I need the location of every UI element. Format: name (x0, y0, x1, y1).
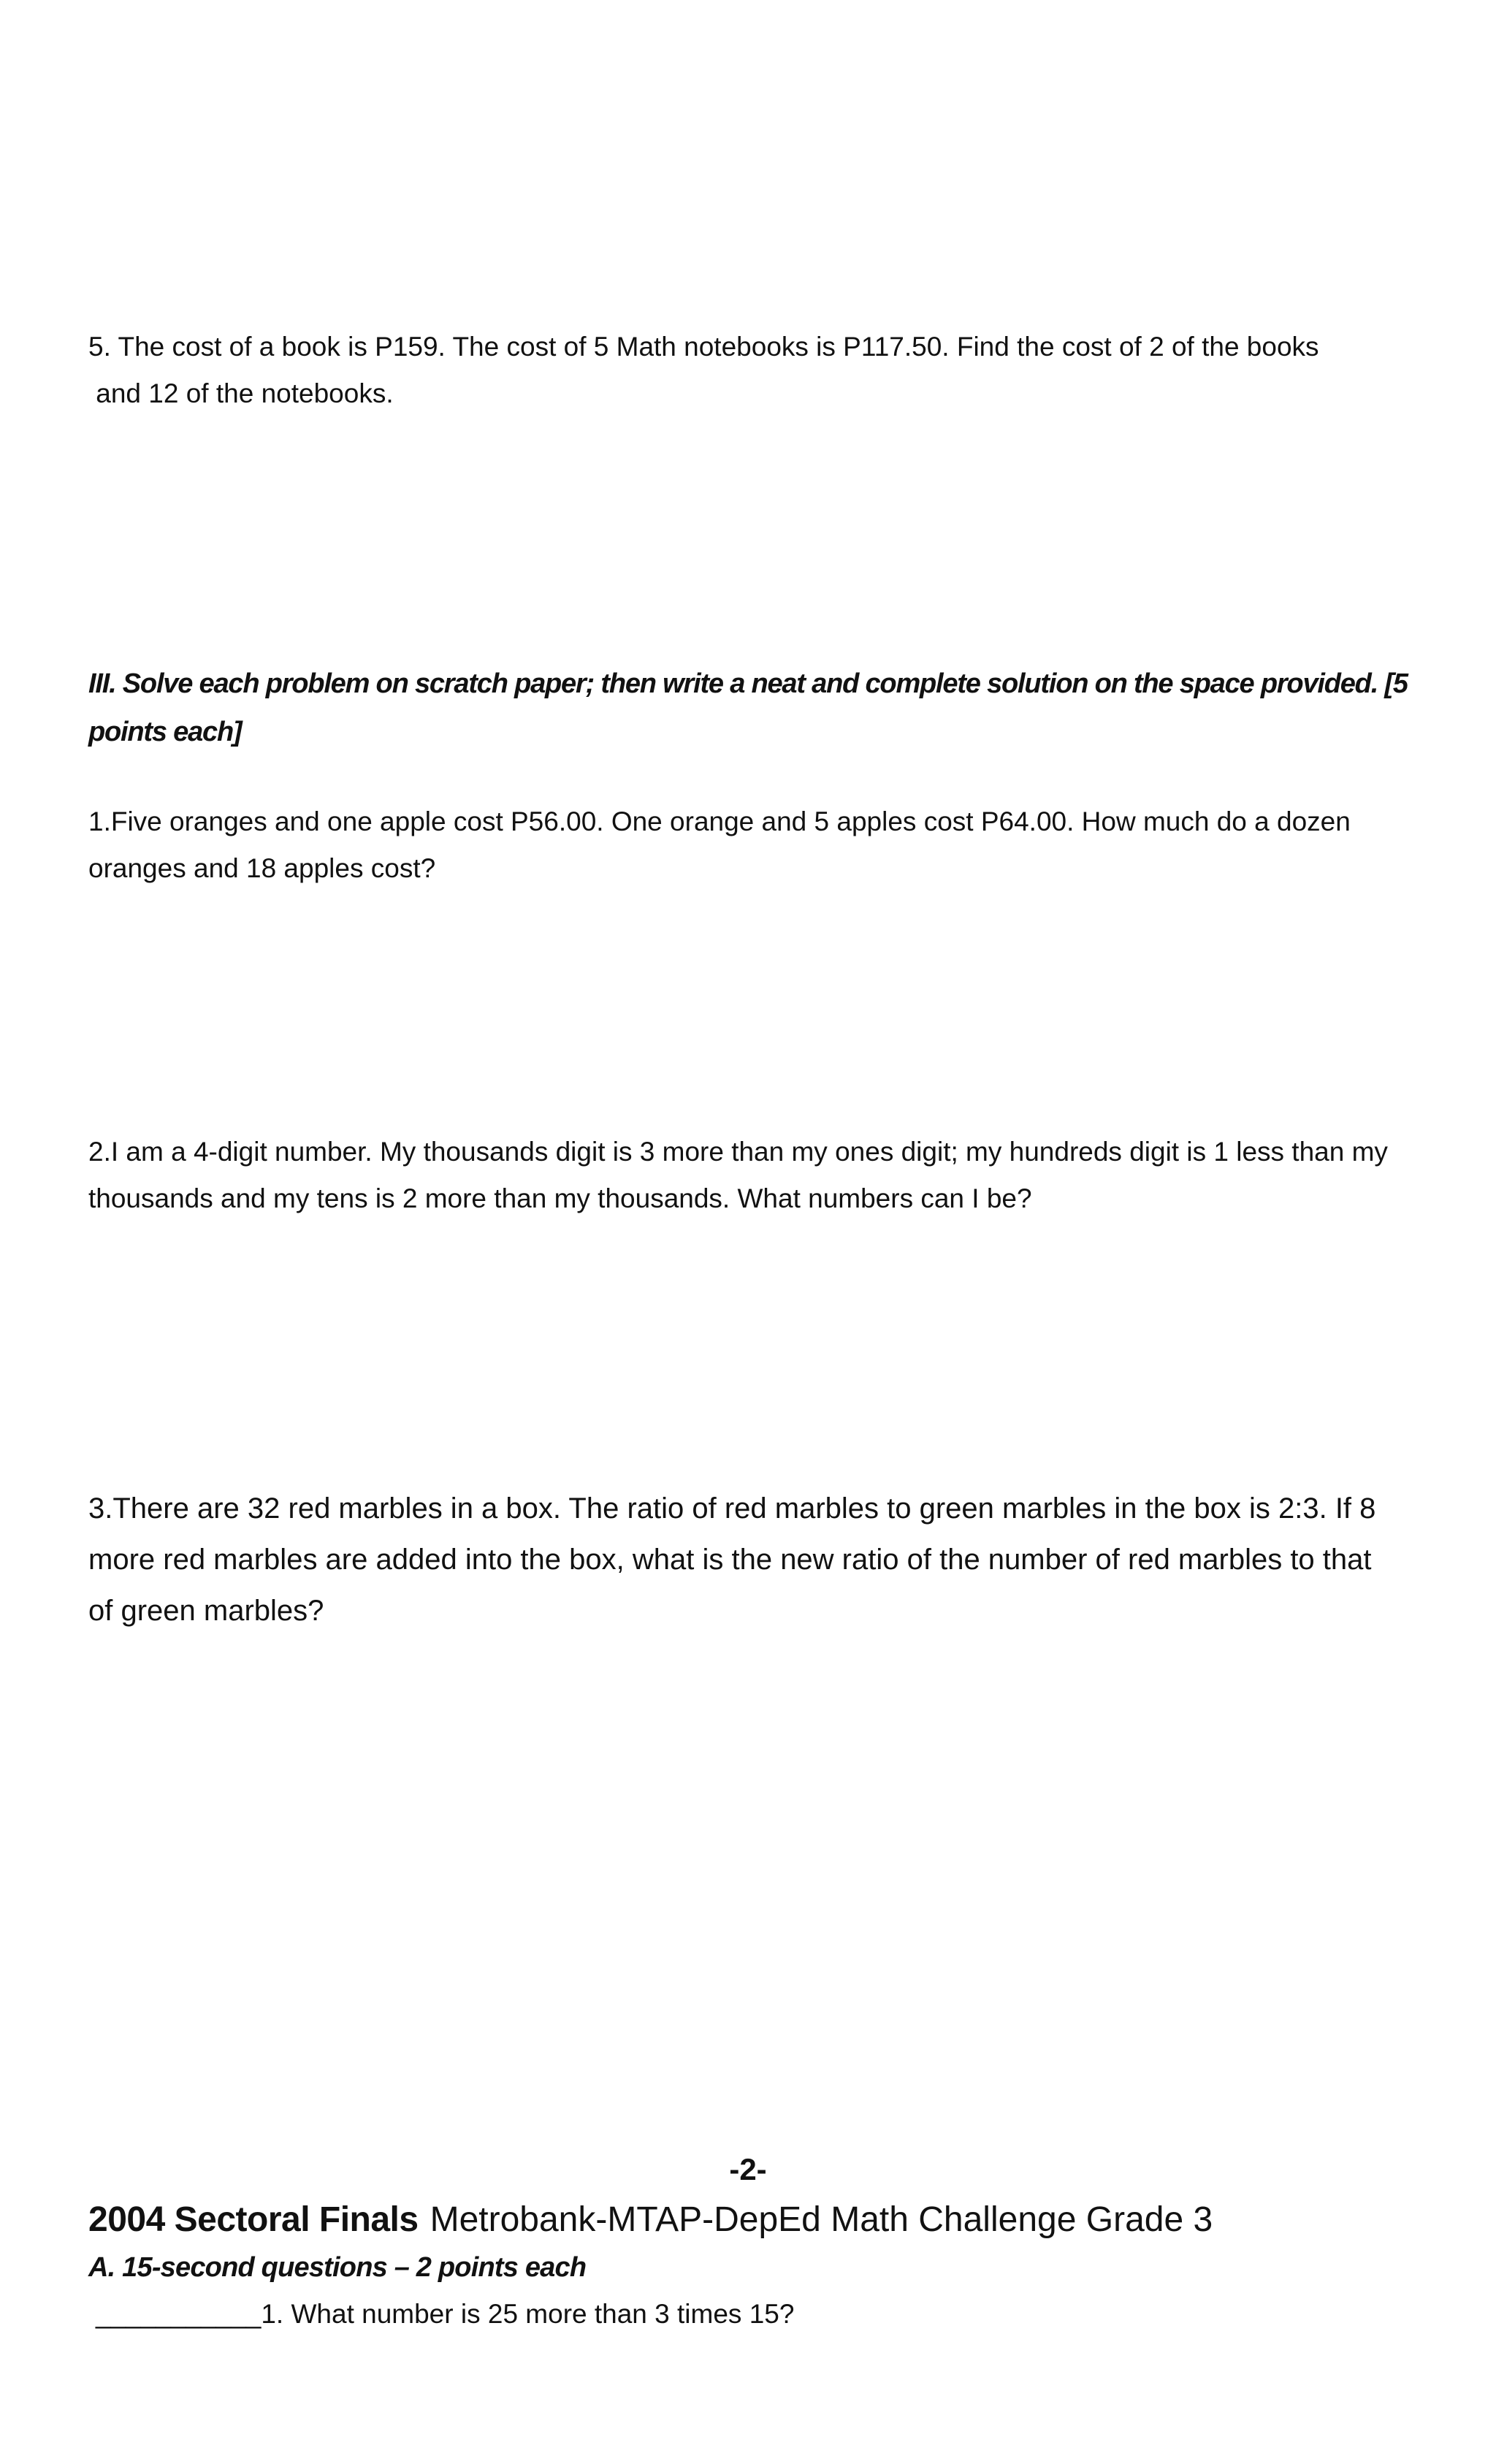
section-3-heading-line-1: III. Solve each problem on scratch paper; then write a neat and complete solution on the space provided. [5 (88, 668, 1408, 699)
problem-5-line-1: 5. The cost of a book is P159. The cost of 5 Math notebooks is P117.50. Find the cost of 2 of the books (88, 332, 1319, 362)
problem-3-line-2: more red marbles are added into the box, what is the new ratio of the number of red marbles to that (88, 1544, 1372, 1576)
problem-5 (88, 324, 1403, 417)
exam-title (88, 2195, 1213, 2245)
problem-3-line-3: of green marbles? (88, 1595, 324, 1627)
problem-1-line-2: oranges and 18 apples cost? (88, 853, 436, 883)
question-1: ___________1. What number is 25 more than 3 times 15? (96, 2299, 795, 2329)
exam-title-regular: Metrobank-MTAP-DepEd Math Challenge Grade 3 (430, 2200, 1213, 2239)
section-3-heading (88, 660, 1408, 756)
problem-2 (88, 1129, 1403, 1222)
problem-2-line-2: thousands and my tens is 2 more than my thousands. What numbers can I be? (88, 1183, 1032, 1213)
exam-title-bold: 2004 Sectoral Finals (88, 2200, 419, 2239)
problem-1-line-1: 1.Five oranges and one apple cost P56.00. One orange and 5 apples cost P64.00. How much do a dozen (88, 806, 1351, 836)
page-number: -2- (729, 2152, 767, 2186)
problem-2-line-1: 2.I am a 4-digit number. My thousands digit is 3 more than my ones digit; my hundreds digit is 1 less than my (88, 1137, 1388, 1167)
problem-3 (88, 1483, 1403, 1636)
problem-5-line-2: and 12 of the notebooks. (88, 378, 394, 408)
part-a-heading: A. 15-second questions – 2 points each (88, 2252, 587, 2283)
problem-1 (88, 798, 1403, 892)
problem-3-line-1: 3.There are 32 red marbles in a box. The ratio of red marbles to green marbles in the box is 2:3. If 8 (88, 1492, 1376, 1525)
section-3-heading-line-2: points each] (88, 717, 242, 747)
